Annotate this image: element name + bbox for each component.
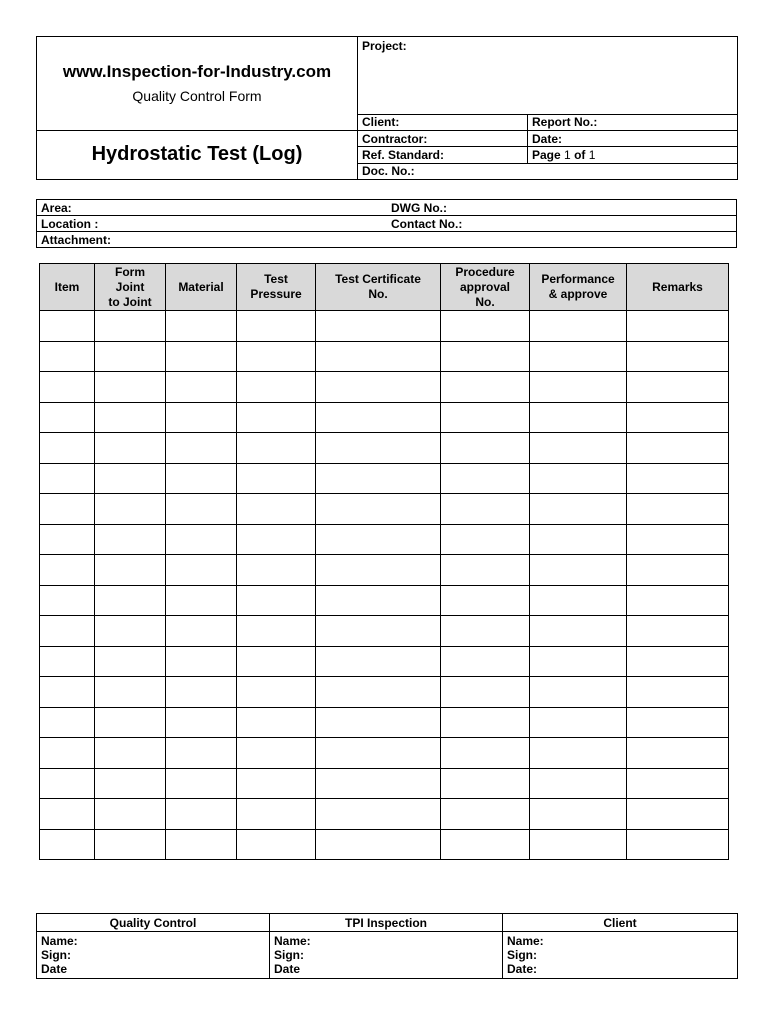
table-cell[interactable] [40, 402, 95, 433]
table-cell[interactable] [237, 707, 316, 738]
table-row [40, 433, 729, 464]
table-cell[interactable] [627, 311, 729, 342]
table-cell[interactable] [441, 677, 530, 708]
table-cell[interactable] [95, 616, 166, 647]
contact-no-label: Contact No.: [391, 216, 463, 231]
column-header-text: Performance & approve [541, 272, 615, 301]
table-cell[interactable] [166, 311, 237, 342]
table-cell[interactable] [40, 433, 95, 464]
table-cell[interactable] [316, 646, 441, 677]
table-cell[interactable] [441, 799, 530, 830]
attachment-row[interactable] [37, 232, 737, 248]
table-row [40, 799, 729, 830]
table-cell[interactable] [627, 555, 729, 586]
table-cell[interactable] [627, 799, 729, 830]
tpi-title: TPI Inspection [270, 914, 503, 932]
client-title: Client [503, 914, 738, 932]
table-cell[interactable] [316, 768, 441, 799]
qc-sign-label: Sign: [41, 948, 71, 962]
table-cell[interactable] [627, 677, 729, 708]
table-cell[interactable] [237, 768, 316, 799]
table-cell[interactable] [627, 829, 729, 860]
table-cell[interactable] [530, 555, 627, 586]
table-cell[interactable] [441, 829, 530, 860]
table-row [40, 494, 729, 525]
contractor-field[interactable]: Contractor: [358, 130, 528, 146]
table-cell[interactable] [40, 768, 95, 799]
table-cell[interactable] [237, 738, 316, 769]
table-cell[interactable] [627, 646, 729, 677]
table-row [40, 402, 729, 433]
table-cell[interactable] [441, 738, 530, 769]
table-cell[interactable] [316, 677, 441, 708]
table-cell[interactable] [40, 585, 95, 616]
table-cell[interactable] [441, 494, 530, 525]
table-row [40, 677, 729, 708]
tpi-name-label: Name: [274, 934, 311, 948]
table-cell[interactable] [95, 738, 166, 769]
table-cell[interactable] [530, 738, 627, 769]
dwg-no-label: DWG No.: [391, 200, 447, 215]
table-cell[interactable] [530, 524, 627, 555]
table-cell[interactable] [237, 646, 316, 677]
column-header-remarks: Remarks [627, 264, 729, 311]
table-cell[interactable] [95, 372, 166, 403]
table-cell[interactable] [237, 341, 316, 372]
table-cell[interactable] [40, 311, 95, 342]
column-header-form-joint [95, 264, 166, 311]
table-cell[interactable] [316, 311, 441, 342]
table-cell[interactable] [316, 555, 441, 586]
column-header-text: Test Certificate No. [335, 272, 421, 301]
table-cell[interactable] [530, 616, 627, 647]
table-cell[interactable] [40, 677, 95, 708]
table-cell[interactable] [530, 433, 627, 464]
table-cell[interactable] [316, 799, 441, 830]
table-row [40, 707, 729, 738]
table-cell[interactable] [530, 372, 627, 403]
table-cell[interactable] [95, 524, 166, 555]
table-cell[interactable] [530, 341, 627, 372]
table-cell[interactable] [237, 677, 316, 708]
table-cell[interactable] [530, 799, 627, 830]
table-row [40, 616, 729, 647]
table-cell[interactable] [237, 585, 316, 616]
project-field[interactable]: Project: [358, 37, 738, 115]
table-row [40, 829, 729, 860]
table-cell[interactable] [95, 677, 166, 708]
table-cell[interactable] [530, 585, 627, 616]
table-cell[interactable] [237, 555, 316, 586]
table-cell[interactable] [441, 524, 530, 555]
qc-date-label: Date [41, 962, 68, 976]
table-cell[interactable] [237, 463, 316, 494]
table-cell[interactable] [316, 738, 441, 769]
table-cell[interactable] [237, 524, 316, 555]
client-sign-label: Sign: [507, 948, 537, 962]
page-of-label: of [574, 147, 586, 162]
table-cell[interactable] [237, 829, 316, 860]
page-indicator [528, 147, 738, 163]
table-cell[interactable] [166, 372, 237, 403]
table-row [40, 372, 729, 403]
table-cell[interactable] [237, 311, 316, 342]
column-header-text: Procedure approval No. [455, 264, 515, 309]
table-cell[interactable] [237, 494, 316, 525]
table-cell[interactable] [166, 829, 237, 860]
table-cell[interactable] [316, 494, 441, 525]
table-cell[interactable] [166, 341, 237, 372]
table-cell[interactable] [95, 341, 166, 372]
table-row [40, 311, 729, 342]
page-title: Hydrostatic Test (Log) [37, 130, 358, 179]
table-cell[interactable] [166, 646, 237, 677]
table-cell[interactable] [40, 646, 95, 677]
tpi-sign-label: Sign: [274, 948, 304, 962]
table-row [40, 555, 729, 586]
table-cell[interactable] [441, 311, 530, 342]
table-cell[interactable] [40, 616, 95, 647]
table-cell[interactable] [95, 433, 166, 464]
table-cell[interactable] [166, 616, 237, 647]
table-cell[interactable] [237, 402, 316, 433]
table-cell[interactable] [441, 372, 530, 403]
table-cell[interactable] [530, 402, 627, 433]
table-cell[interactable] [95, 829, 166, 860]
area-label: Area: [41, 200, 72, 215]
table-cell[interactable] [316, 402, 441, 433]
table-cell[interactable] [627, 616, 729, 647]
table-cell[interactable] [316, 372, 441, 403]
table-cell[interactable] [166, 585, 237, 616]
table-cell[interactable] [530, 677, 627, 708]
form-subtitle: Quality Control Form [132, 88, 262, 105]
table-cell[interactable] [627, 768, 729, 799]
column-header-procedure-approval [441, 264, 530, 311]
table-cell[interactable] [441, 341, 530, 372]
column-header-item: Item [40, 264, 95, 311]
table-cell[interactable] [530, 829, 627, 860]
table-cell[interactable] [237, 799, 316, 830]
table-cell[interactable] [95, 799, 166, 830]
report-no-field[interactable]: Report No.: [528, 114, 738, 130]
table-cell[interactable] [95, 768, 166, 799]
location-row[interactable] [37, 216, 737, 232]
table-cell[interactable] [441, 433, 530, 464]
table-cell[interactable] [166, 494, 237, 525]
table-cell[interactable] [530, 707, 627, 738]
table-cell[interactable] [316, 341, 441, 372]
column-header-test-certificate [316, 264, 441, 311]
client-date-label: Date: [507, 962, 538, 976]
table-cell[interactable] [166, 433, 237, 464]
table-cell[interactable] [40, 799, 95, 830]
table-cell[interactable] [166, 738, 237, 769]
table-cell[interactable] [95, 555, 166, 586]
table-cell[interactable] [316, 433, 441, 464]
site-name: www.Inspection-for-Industry.com [62, 62, 332, 82]
table-cell[interactable] [316, 585, 441, 616]
table-cell[interactable] [627, 738, 729, 769]
table-cell[interactable] [627, 433, 729, 464]
tpi-signature-cell[interactable] [270, 932, 503, 979]
table-cell[interactable] [40, 555, 95, 586]
table-cell[interactable] [627, 372, 729, 403]
table-cell[interactable] [95, 402, 166, 433]
table-cell[interactable] [316, 463, 441, 494]
table-cell[interactable] [166, 402, 237, 433]
column-header-performance [530, 264, 627, 311]
table-cell[interactable] [441, 402, 530, 433]
table-cell[interactable] [530, 494, 627, 525]
table-cell[interactable] [441, 463, 530, 494]
log-table-body [40, 311, 729, 860]
form-header [36, 36, 738, 180]
attachment-label: Attachment: [41, 232, 112, 247]
table-cell[interactable] [40, 463, 95, 494]
table-cell[interactable] [316, 829, 441, 860]
table-cell[interactable] [441, 768, 530, 799]
table-cell[interactable] [627, 463, 729, 494]
table-cell[interactable] [166, 524, 237, 555]
column-header-text: Test Pressure [250, 272, 302, 301]
client-name-label: Name: [507, 934, 544, 948]
table-cell[interactable] [530, 311, 627, 342]
site-cell [37, 37, 358, 131]
table-cell[interactable] [166, 768, 237, 799]
table-cell[interactable] [95, 494, 166, 525]
table-row [40, 463, 729, 494]
column-header-material: Material [166, 264, 237, 311]
table-cell[interactable] [627, 402, 729, 433]
table-cell[interactable] [530, 768, 627, 799]
table-cell[interactable] [166, 707, 237, 738]
table-cell[interactable] [316, 524, 441, 555]
table-cell[interactable] [530, 646, 627, 677]
hydrostatic-log-table [39, 263, 729, 860]
table-row [40, 646, 729, 677]
qc-name-label: Name: [41, 934, 78, 948]
table-cell[interactable] [40, 494, 95, 525]
table-cell[interactable] [316, 707, 441, 738]
table-cell[interactable] [441, 555, 530, 586]
page-total: 1 [588, 147, 596, 162]
area-row[interactable] [37, 200, 737, 216]
table-cell[interactable] [627, 585, 729, 616]
column-header-test-pressure [237, 264, 316, 311]
table-row [40, 768, 729, 799]
table-cell[interactable] [166, 463, 237, 494]
table-row [40, 524, 729, 555]
client-signature-cell[interactable] [503, 932, 738, 979]
table-cell[interactable] [441, 585, 530, 616]
table-cell[interactable] [441, 707, 530, 738]
table-cell[interactable] [441, 616, 530, 647]
tpi-date-label: Date [274, 962, 301, 976]
table-row [40, 341, 729, 372]
qc-title: Quality Control [37, 914, 270, 932]
table-cell[interactable] [95, 646, 166, 677]
table-cell[interactable] [40, 707, 95, 738]
table-cell[interactable] [40, 829, 95, 860]
table-cell[interactable] [627, 707, 729, 738]
client-field[interactable]: Client: [358, 114, 528, 130]
table-cell[interactable] [95, 311, 166, 342]
table-cell[interactable] [40, 372, 95, 403]
table-cell[interactable] [627, 524, 729, 555]
table-cell[interactable] [166, 799, 237, 830]
table-cell[interactable] [166, 555, 237, 586]
ref-standard-field[interactable]: Ref. Standard: [358, 147, 528, 163]
table-cell[interactable] [441, 646, 530, 677]
table-cell[interactable] [40, 738, 95, 769]
table-header-row [40, 264, 729, 311]
column-header-text: Form Joint to Joint [108, 264, 152, 309]
table-cell[interactable] [627, 341, 729, 372]
table-cell[interactable] [95, 463, 166, 494]
qc-signature-cell[interactable] [37, 932, 270, 979]
table-cell[interactable] [40, 524, 95, 555]
table-cell[interactable] [530, 463, 627, 494]
page-number: 1 [564, 147, 571, 162]
location-info [36, 199, 737, 248]
table-row [40, 585, 729, 616]
table-cell[interactable] [316, 616, 441, 647]
table-cell[interactable] [95, 707, 166, 738]
table-cell[interactable] [237, 372, 316, 403]
table-cell[interactable] [95, 585, 166, 616]
table-cell[interactable] [627, 494, 729, 525]
table-row [40, 738, 729, 769]
table-cell[interactable] [237, 616, 316, 647]
table-cell[interactable] [237, 433, 316, 464]
doc-no-field[interactable]: Doc. No.: [358, 163, 738, 179]
table-cell[interactable] [166, 677, 237, 708]
location-label: Location : [41, 216, 99, 231]
page-label: Page [532, 147, 561, 162]
date-field[interactable]: Date: [528, 130, 738, 146]
signature-block [36, 913, 738, 979]
table-cell[interactable] [40, 341, 95, 372]
